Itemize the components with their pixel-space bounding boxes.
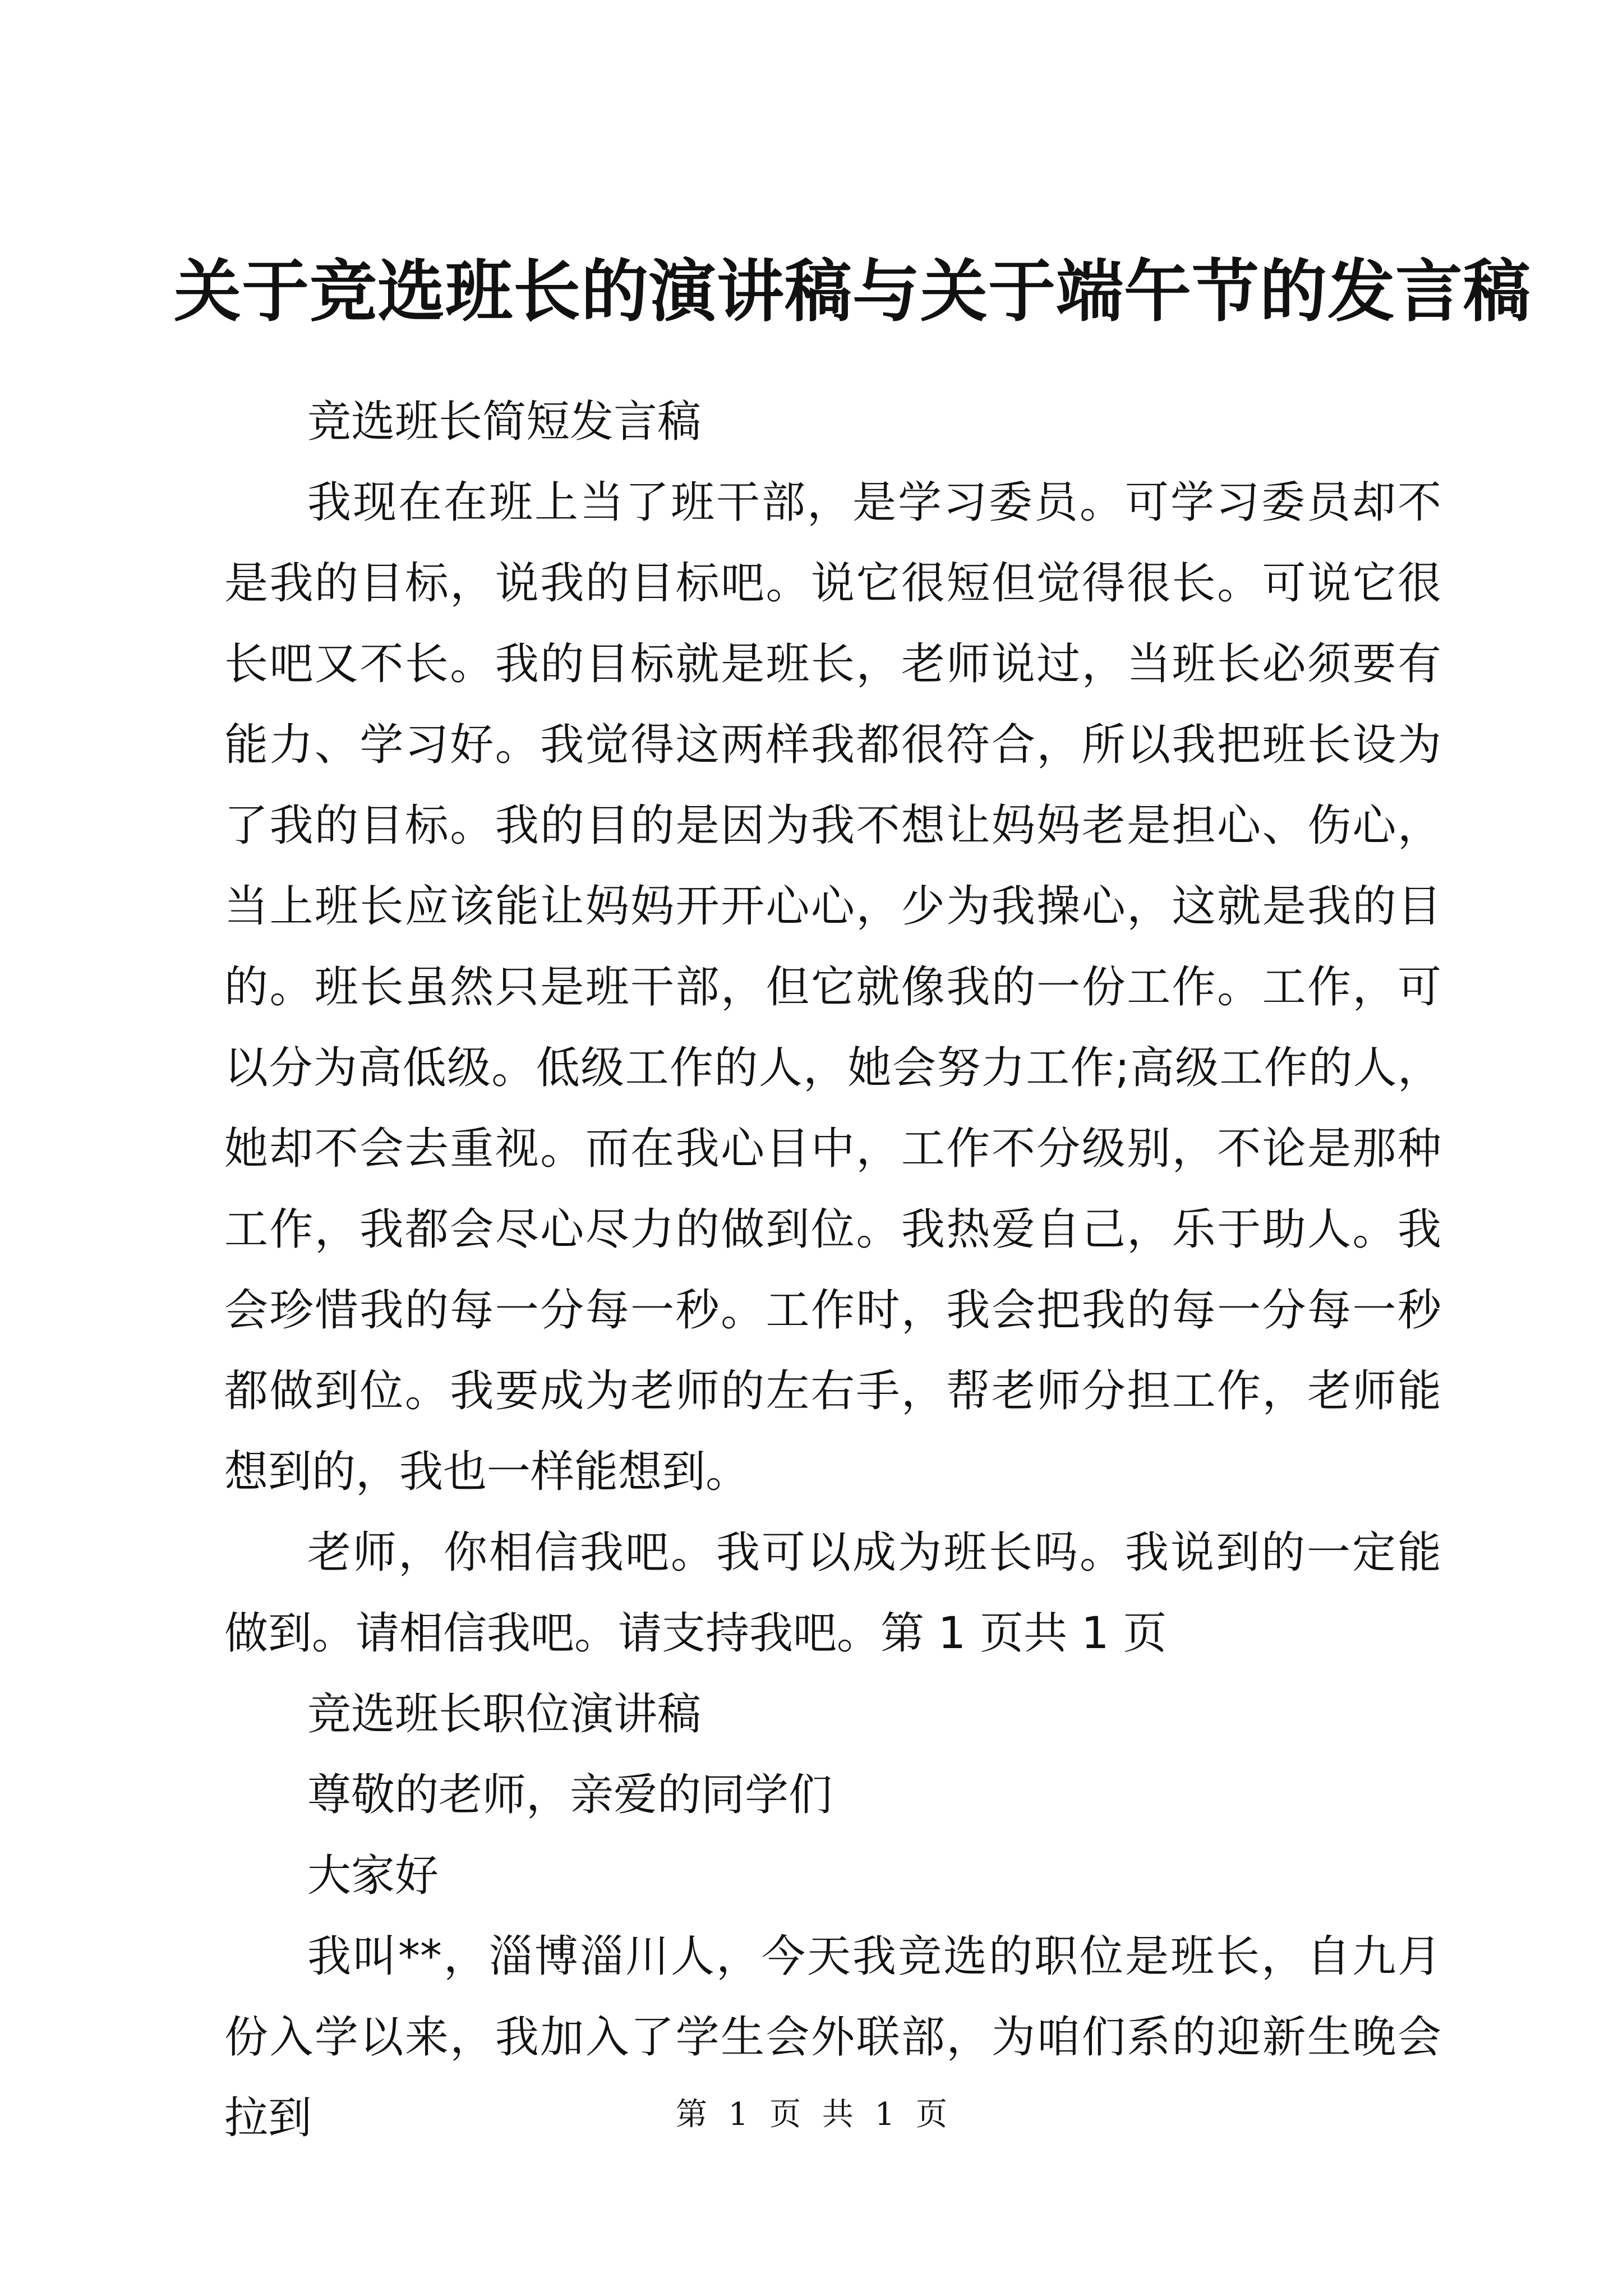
body-paragraph: 老师，你相信我吧。我可以成为班长吗。我说到的一定能做到。请相信我吧。请支持我吧。第 1 页共 1 页: [224, 1527, 1441, 1659]
body-paragraph: 我现在在班上当了班干部，是学习委员。可学习委员却不是我的目标，说我的目标吧。说它很短但觉得很长。可说它很长吧又不长。我的目标就是班长，老师说过，当班长必须要有能力、学习好。我觉得这两样我都很符合，所以我把班长设为了我的目标。我的目的是因为我不想让妈妈老是担心、伤心，当上班长应该能让妈妈开开心心，少为我操心，这就是我的目的。班长虽然只是班干部，但它就像我的一份工作。工作，可以分为高低级。低级工作的人，她会努力工作;高级工作的人，她却不会去重视。而在我心目中，工作不分级别，不论是那种工作，我都会尽心尽力的做到位。我热爱自己，乐于助人。我会珍惜我的每一分每一秒。工作时，我会把我的每一分每一秒都做到位。我要成为老师的左右手，帮老师分担工作，老师能想到的，我也一样能想到。: [224, 477, 1441, 1497]
page-footer: 第 1 页 共 1 页: [675, 2096, 948, 2133]
subheading-short-speech: 竞选班长简短发言稿: [307, 397, 702, 447]
body-paragraph: 我叫**，淄博淄川人，今天我竞选的职位是班长，自九月份入学以来，我加入了学生会外联部，为咱们系的迎新生晚会拉到: [224, 1931, 1441, 2143]
subheading-position-speech: 竞选班长职位演讲稿: [307, 1689, 702, 1740]
document-body: [224, 381, 1441, 2159]
greeting: 大家好: [307, 1851, 439, 1901]
document-title: 关于竞选班长的演讲稿与关于端午节的发言稿: [174, 252, 1531, 331]
salutation: 尊敬的老师，亲爱的同学们: [307, 1770, 833, 1820]
